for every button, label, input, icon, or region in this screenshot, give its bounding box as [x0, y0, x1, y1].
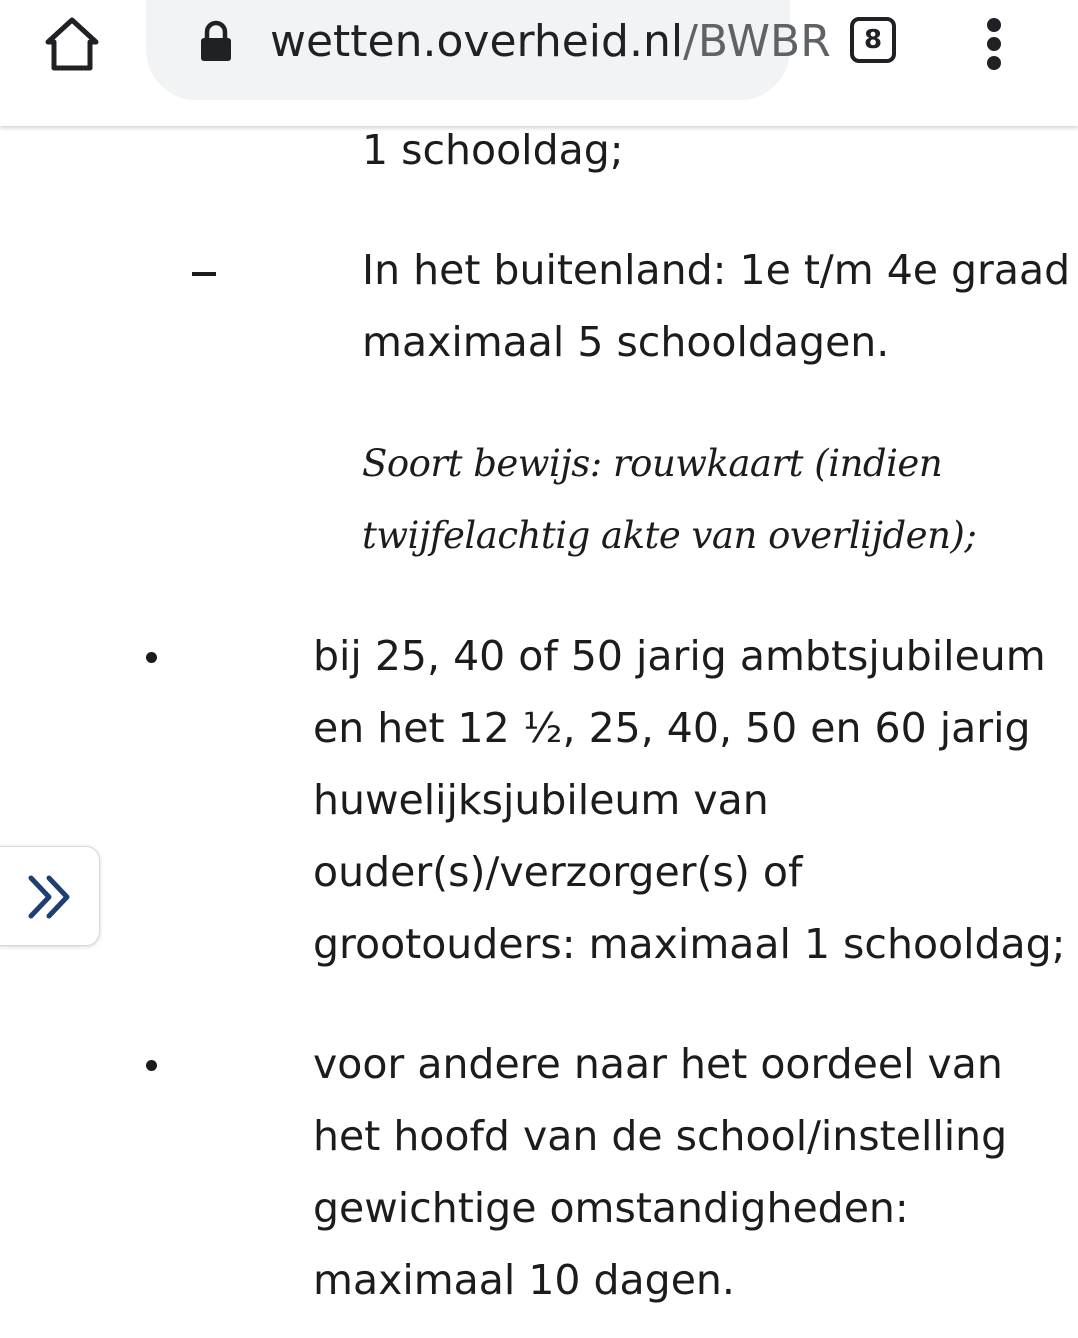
- list-item-line: grootouders: maximaal 1 schooldag;: [313, 920, 1066, 968]
- dash-item-line: maximaal 5 schooldagen.: [362, 318, 890, 366]
- list-item-line: huwelijksjubileum van: [313, 776, 769, 824]
- list-item-line: maximaal 10 dagen.: [313, 1256, 735, 1304]
- list-item-line: het hoofd van de school/instelling: [313, 1112, 1008, 1160]
- document-content: [0, 126, 1078, 1338]
- bullet-marker: [146, 652, 157, 663]
- bullet-marker: [146, 1060, 157, 1071]
- list-item-line: voor andere naar het oordeel van: [313, 1040, 1003, 1088]
- double-chevron-right-icon: [25, 874, 73, 920]
- list-item: [313, 620, 1066, 980]
- dash-item-text: [362, 234, 1070, 378]
- browser-toolbar: [0, 0, 1078, 126]
- dash-item-line: In het buitenland: 1e t/m 4e graad: [362, 246, 1071, 294]
- url-text[interactable]: [270, 14, 831, 70]
- url-path: /BWBR: [683, 16, 831, 67]
- dash-marker: [192, 272, 216, 276]
- list-item-line: en het 12 ½, 25, 40, 50 en 60 jarig: [313, 704, 1031, 752]
- url-host: wetten.overheid.nl: [270, 16, 684, 67]
- continued-line: 1 schooldag;: [362, 126, 624, 174]
- list-item-line: bij 25, 40 of 50 jarig ambtsjubileum: [313, 632, 1046, 680]
- list-item: [313, 1028, 1007, 1316]
- more-vert-icon[interactable]: [978, 14, 1014, 74]
- proof-line: twijfelachtig akte van overlijden);: [362, 514, 977, 557]
- home-button[interactable]: [40, 14, 104, 74]
- proof-line: Soort bewijs: rouwkaart (indien: [362, 442, 943, 485]
- list-item-line: ouder(s)/verzorger(s) of: [313, 848, 803, 896]
- proof-note: [362, 428, 976, 572]
- lock-icon: [198, 20, 234, 64]
- home-icon: [40, 14, 104, 74]
- open-toc-button[interactable]: [0, 846, 100, 946]
- list-item-line: gewichtige omstandigheden:: [313, 1184, 909, 1232]
- tab-switcher-button[interactable]: 8: [850, 17, 896, 63]
